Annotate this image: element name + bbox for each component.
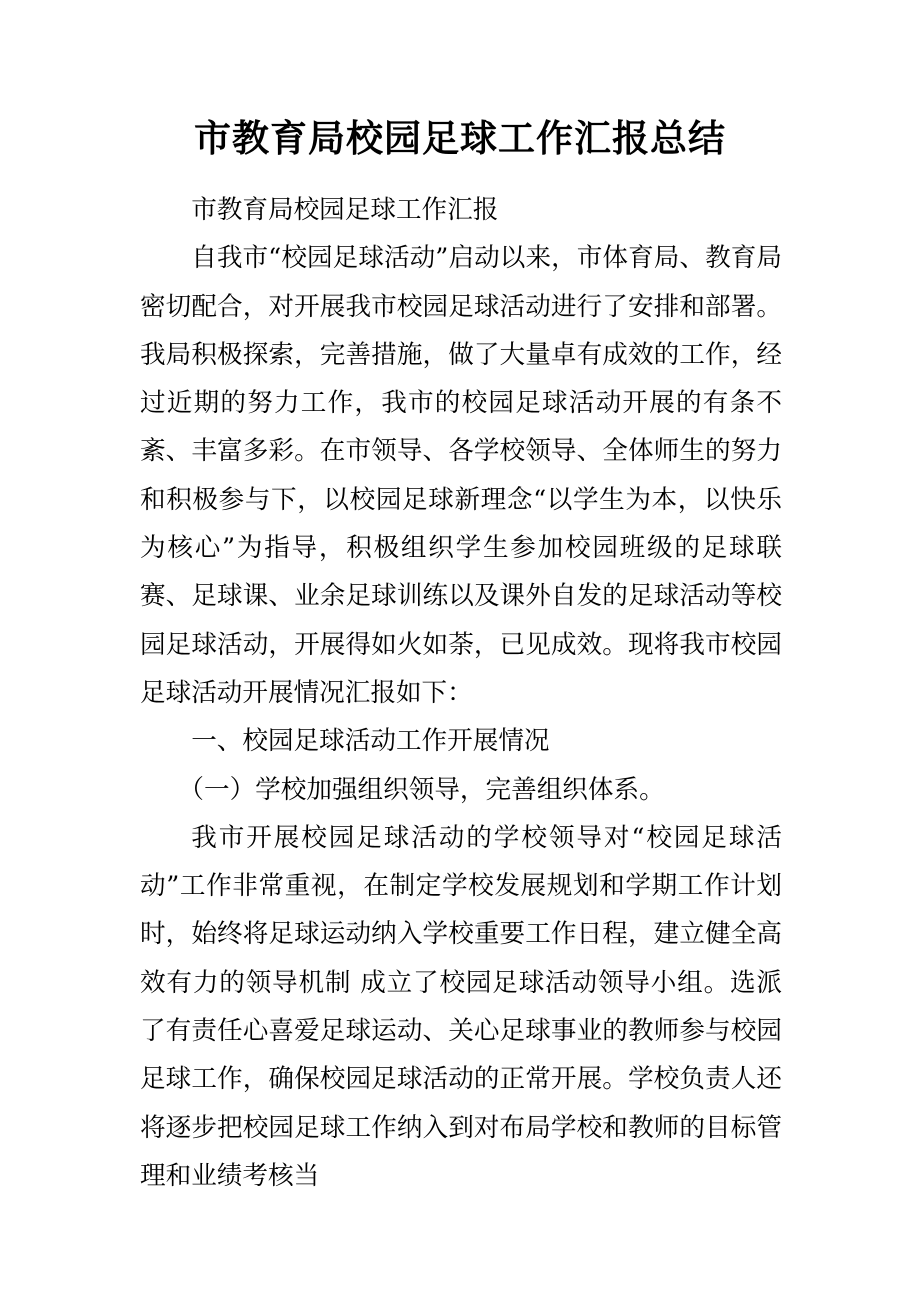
- paragraph-introduction: 自我市“校园足球活动”启动以来，市体育局、教育局密切配合，对开展我市校园足球活动进行了安排和部署。我局积极探索，完善措施，做了大量卓有成效的工作，经过近期的努力工作，我市的校园足球活动开展的有条不紊、丰富多彩。在市领导、各学校领导、全体师生的努力和积极参与下，以校园足球新理念“以学生为本，以快乐为核心”为指导，积极组织学生参加校园班级的足球联赛、足球课、业余足球训练以及课外自发的足球活动等校园足球活动，开展得如火如荼，已见成效。现将我市校园足球活动开展情况汇报如下：: [140, 243, 782, 708]
- paragraph-report-heading: 市教育局校园足球工作汇报: [191, 195, 499, 225]
- section-heading-1: 一、校园足球活动工作开展情况: [191, 726, 550, 757]
- document-title: 市教育局校园足球工作汇报总结: [194, 116, 726, 160]
- paragraph-organization: 我市开展校园足球活动的学校领导对“校园足球活动”工作非常重视，在制定学校发展规划和学期工作计划时，始终将足球运动纳入学校重要工作日程，建立健全高效有力的领导机制 成立了校园足球活动领导小组。选派了有责任心喜爱足球运动、关心足球事业的教师参与校园足球工作，确保校园足球活动的正常开展。学校负责人还将逐步把校园足球工作纳入到对布局学校和教师的目标管理和业绩考核当: [140, 822, 782, 1191]
- document-body: [140, 186, 782, 1200]
- subsection-heading-1: （一）学校加强组织领导，完善组织体系。: [178, 774, 665, 805]
